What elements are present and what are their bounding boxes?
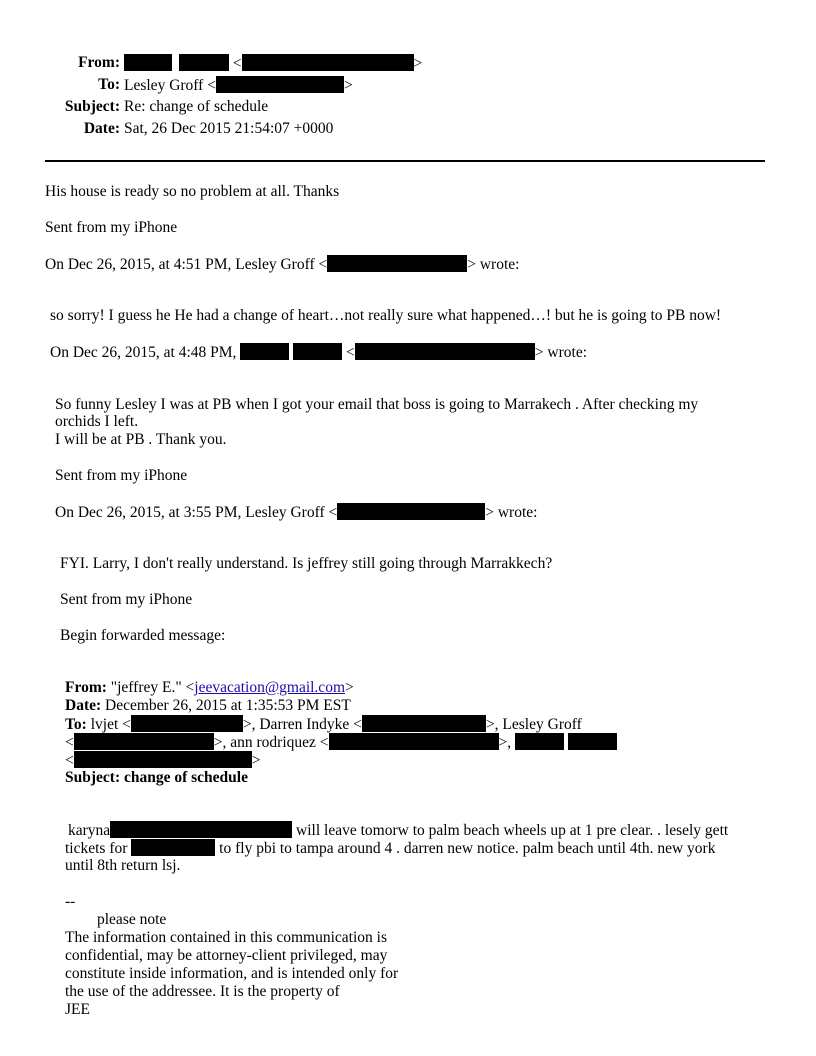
redaction-block — [179, 54, 229, 71]
forwarded-label: Begin forwarded message: — [60, 627, 226, 644]
redaction-block — [124, 54, 172, 71]
signature: Sent from my iPhone — [55, 467, 188, 484]
redaction-block — [293, 343, 342, 360]
redaction-block — [242, 54, 414, 71]
fwd-to-line: To: lvjet < >, Darren Indyke < >, Lesley Groff — [65, 716, 582, 733]
quote-attribution: On Dec 26, 2015, at 4:51 PM, Lesley Groff < > wrote: — [45, 256, 520, 273]
header-divider — [45, 160, 765, 162]
fwd-message: tickets for to fly pbi to tampa around 4 . darren new notice. palm beach until 4th. new york — [65, 840, 716, 857]
disclaimer-line: the use of the addressee. It is the property of — [65, 983, 340, 1000]
sig-separator: -- — [65, 893, 76, 910]
signature: Sent from my iPhone — [45, 219, 178, 236]
redaction-block — [110, 821, 292, 838]
fwd-to-line-cont: < > — [65, 752, 261, 769]
redaction-block — [74, 751, 252, 768]
redaction-block — [74, 733, 214, 750]
signature: Sent from my iPhone — [60, 591, 193, 608]
from-label: From: — [78, 54, 120, 71]
fwd-subject-line: Subject: change of schedule — [65, 769, 248, 786]
redaction-block — [327, 255, 467, 272]
disclaimer-line: The information contained in this communication is — [65, 929, 387, 946]
fwd-date-line: Date: December 26, 2015 at 1:35:53 PM EST — [65, 697, 351, 714]
redaction-block — [568, 733, 617, 750]
email-link[interactable]: jeevacation@gmail.com — [194, 679, 345, 696]
to-name: Lesley Groff — [124, 77, 204, 94]
reply-text: His house is ready so no problem at all. Thanks — [45, 183, 340, 200]
quote-attribution: On Dec 26, 2015, at 3:55 PM, Lesley Groff < > wrote: — [55, 504, 538, 521]
redaction-block — [362, 715, 486, 732]
please-note: please note — [97, 911, 167, 928]
to-label: To: — [98, 76, 120, 93]
redaction-block — [337, 503, 485, 520]
subject-label: Subject: — [64, 98, 120, 115]
redaction-block — [216, 76, 344, 93]
redaction-block — [515, 733, 564, 750]
fwd-message: until 8th return lsj. — [65, 857, 181, 874]
disclaimer-line: constitute inside information, and is intended only for — [65, 965, 399, 982]
redaction-block — [131, 715, 243, 732]
subject-value: Re: change of schedule — [124, 98, 269, 115]
redaction-block — [131, 839, 215, 856]
disclaimer-line: confidential, may be attorney-client privileged, may — [65, 947, 388, 964]
date-value: Sat, 26 Dec 2015 21:54:07 +0000 — [124, 120, 334, 137]
quote-attribution: On Dec 26, 2015, at 4:48 PM, < > wrote: — [50, 344, 588, 361]
fwd-from-line: From: "jeffrey E." <jeevacation@gmail.com> — [65, 679, 354, 696]
from-value: < > — [124, 54, 422, 73]
reply-text: so sorry! I guess he He had a change of heart…not really sure what happened…! but he is going to PB now! — [50, 307, 722, 324]
redaction-block — [329, 733, 499, 750]
reply-text: orchids I left. — [55, 413, 139, 430]
redaction-block — [240, 343, 289, 360]
fwd-to-line-cont: < >, ann rodriquez < >, — [65, 733, 617, 752]
reply-text: So funny Lesley I was at PB when I got your email that boss is going to Marrakech . After checking my — [55, 396, 699, 413]
disclaimer-line: JEE — [65, 1001, 90, 1018]
redaction-block — [355, 343, 535, 360]
reply-text: FYI. Larry, I don't really understand. Is jeffrey still going through Marrakkech? — [60, 555, 553, 572]
fwd-message: karyna will leave tomorw to palm beach wheels up at 1 pre clear. . lesely gett — [68, 822, 729, 839]
reply-text: I will be at PB . Thank you. — [55, 431, 227, 448]
date-label: Date: — [83, 120, 120, 137]
to-value: Lesley Groff < > — [124, 77, 353, 94]
